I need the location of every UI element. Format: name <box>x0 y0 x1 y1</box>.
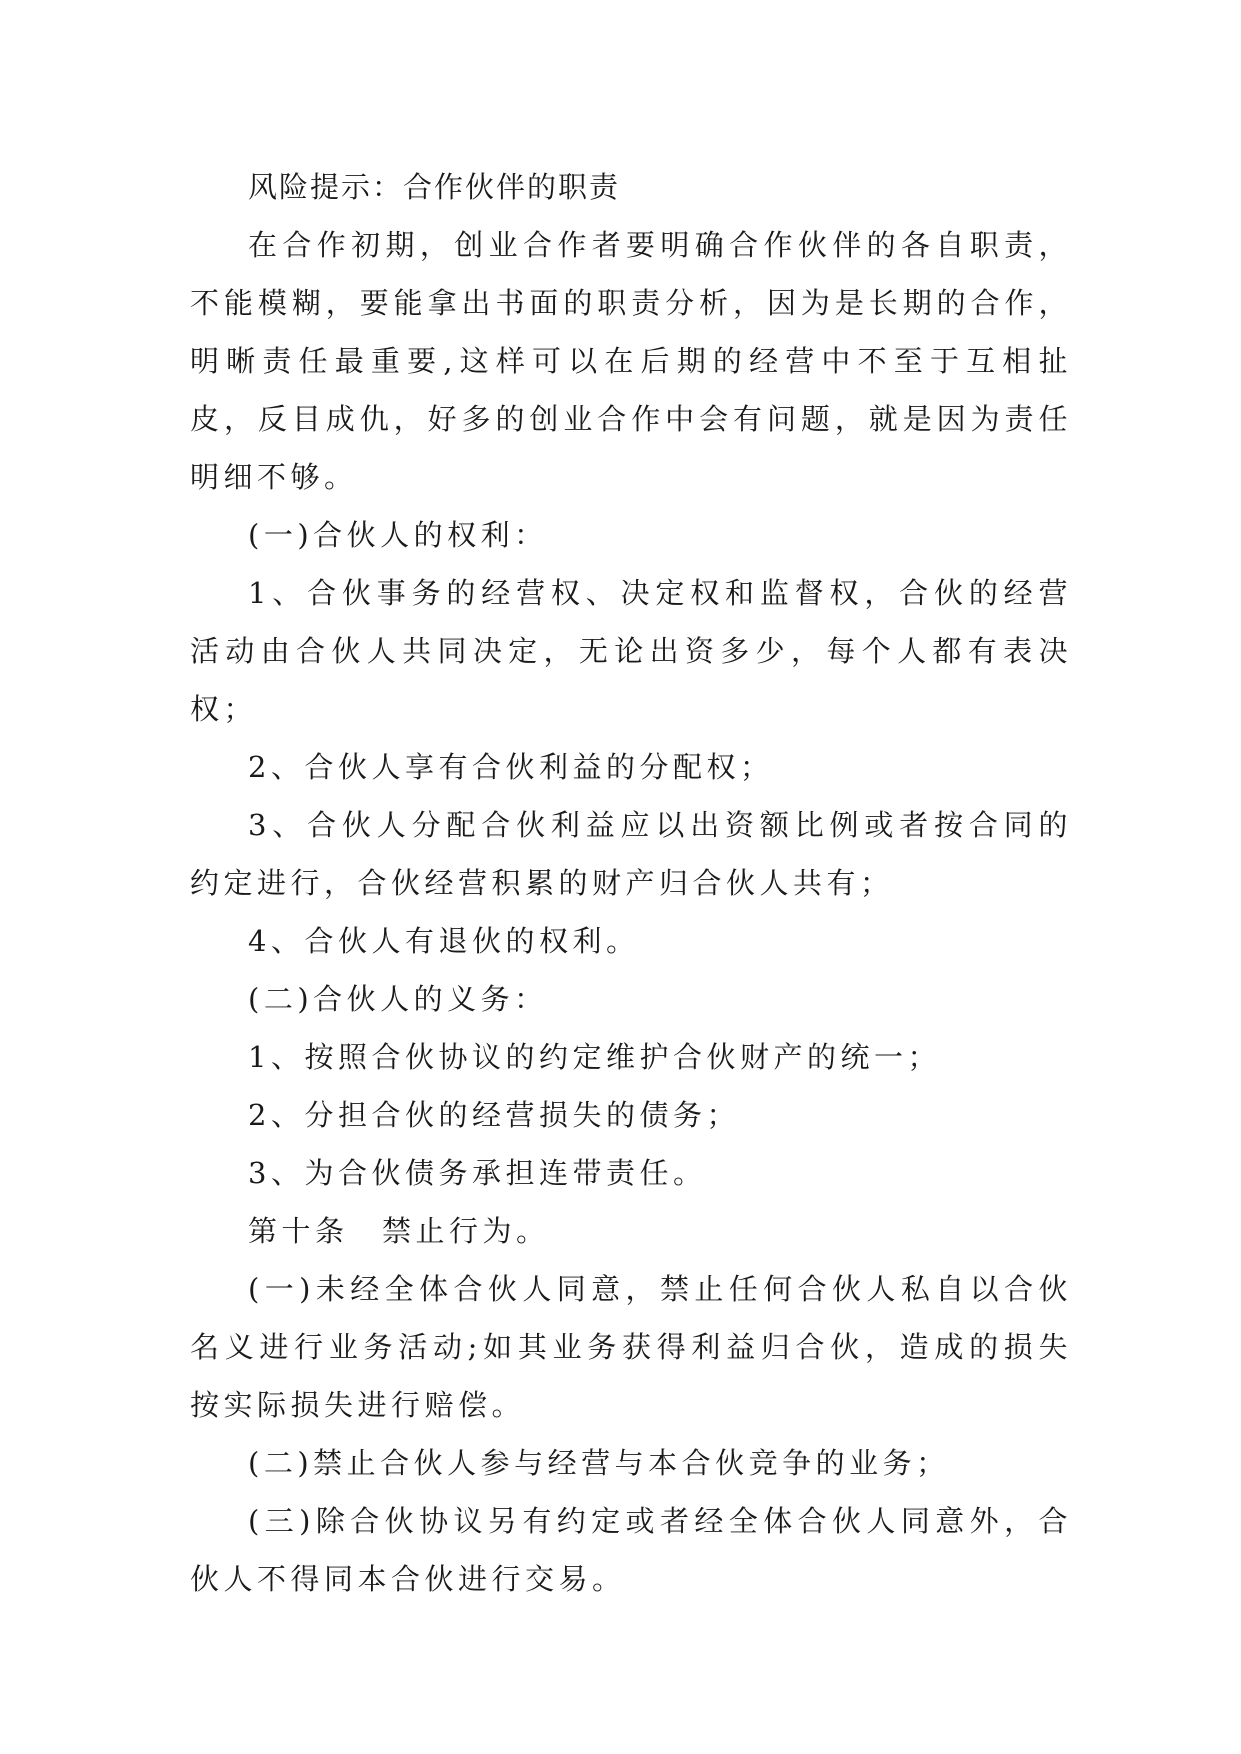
rights-item-3: 3、合伙人分配合伙利益应以出资额比例或者按合同的约定进行，合伙经营积累的财产归合伙人共有； <box>190 808 1072 900</box>
duties-item-3: 3、为合伙债务承担连带责任。 <box>248 1156 707 1190</box>
prohibition-item-1: (一)未经全体合伙人同意，禁止任何合伙人私自以合伙名义进行业务活动;如其业务获得利益归合伙，造成的损失按实际损失进行赔偿。 <box>190 1272 1072 1422</box>
rights-item-4: 4、合伙人有退伙的权利。 <box>248 924 640 958</box>
duties-item-2: 2、分担合伙的经营损失的债务； <box>248 1098 740 1132</box>
section-partner-rights-heading: (一)合伙人的权利： <box>248 518 548 552</box>
section-partner-duties-heading: (二)合伙人的义务： <box>248 982 548 1016</box>
prohibition-item-2: (二)禁止合伙人参与经营与本合伙竞争的业务； <box>248 1446 950 1480</box>
document-body <box>190 158 1072 1608</box>
paragraph-responsibilities: 在合作初期，创业合作者要明确合作伙伴的各自职责，不能模糊，要能拿出书面的职责分析，因为是长期的合作，明晰责任最重要,这样可以在后期的经营中不至于互相扯皮，反目成仇，好多的创业合作中会有问题，就是因为责任明细不够。 <box>190 228 1072 494</box>
rights-item-2: 2、合伙人享有合伙利益的分配权； <box>248 750 774 784</box>
risk-tip-heading: 风险提示：合作伙伴的职责 <box>248 170 621 204</box>
article-10-heading: 第十条 禁止行为。 <box>248 1214 550 1248</box>
duties-item-1: 1、按照合伙协议的约定维护合伙财产的统一； <box>248 1040 941 1074</box>
rights-item-1: 1、合伙事务的经营权、决定权和监督权，合伙的经营活动由合伙人共同决定，无论出资多少，每个人都有表决权； <box>190 576 1072 726</box>
prohibition-item-3: (三)除合伙协议另有约定或者经全体合伙人同意外，合伙人不得同本合伙进行交易。 <box>190 1504 1072 1596</box>
